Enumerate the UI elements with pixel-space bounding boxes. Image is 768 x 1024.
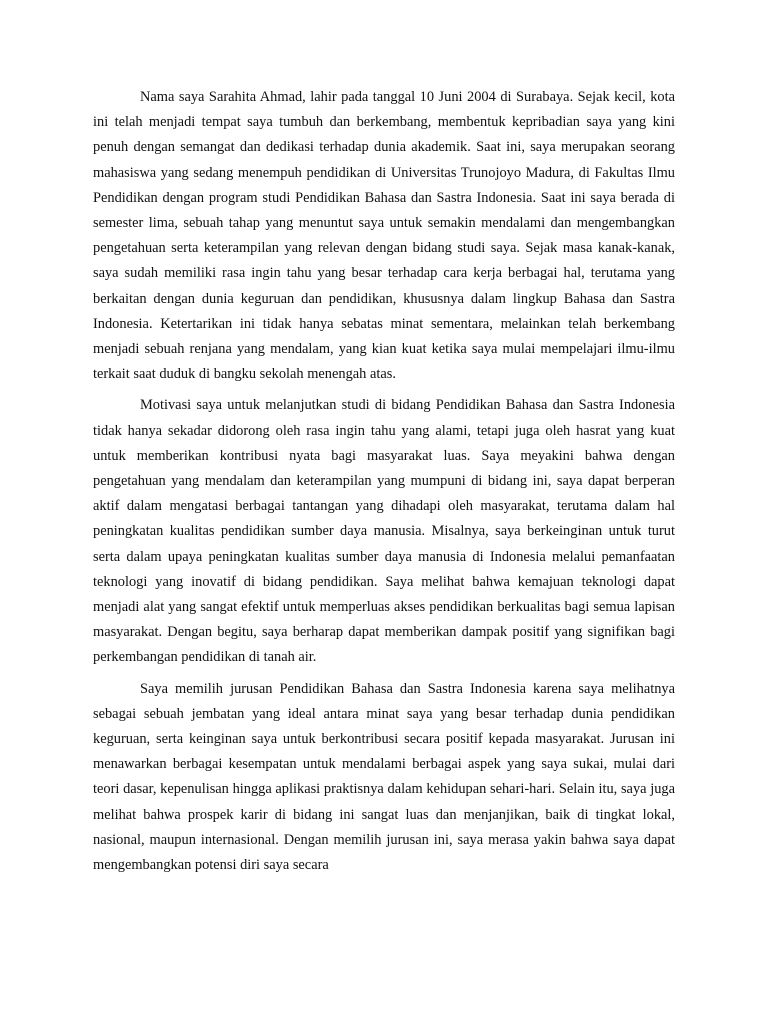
paragraph-major-choice: Saya memilih jurusan Pendidikan Bahasa dan Sastra Indonesia karena saya melihatnya sebagai sebuah jembatan yang ideal antara minat saya yang besar terhadap dunia pendidikan keguruan, serta keinginan saya untuk berkontribusi secara positif kepada masyarakat. Jurusan ini menawarkan berbagai kesempatan untuk mendalami berbagai aspek yang saya sukai, mulai dari teori dasar, kepenulisan hingga aplikasi praktisnya dalam kehidupan sehari-hari. Selain itu, saya juga melihat bahwa prospek karir di bidang ini sangat luas dan menjanjikan, baik di tingkat lokal, nasional, maupun internasional. Dengan memilih jurusan ini, saya merasa yakin bahwa saya dapat mengembangkan potensi diri saya secara	[93, 680, 675, 874]
document-body	[93, 85, 675, 884]
paragraph-motivation: Motivasi saya untuk melanjutkan studi di bidang Pendidikan Bahasa dan Sastra Indonesia tidak hanya sekadar didorong oleh rasa ingin tahu yang alami, tetapi juga oleh hasrat yang kuat untuk memberikan kontribusi nyata bagi masyarakat luas. Saya meyakini bahwa dengan pengetahuan yang mendalam dan keterampilan yang mumpuni di bidang ini, saya dapat berperan aktif dalam mengatasi berbagai tantangan yang dihadapi oleh masyarakat, terutama dalam hal peningkatan kualitas pendidikan sumber daya manusia. Misalnya, saya berkeinginan untuk turut serta dalam upaya peningkatan kualitas sumber daya manusia di Indonesia melalui pemanfaatan teknologi yang inovatif di bidang pendidikan. Saya melihat bahwa kemajuan teknologi dapat menjadi alat yang sangat efektif untuk memperluas akses pendidikan berkualitas bagi semua lapisan masyarakat. Dengan begitu, saya berharap dapat memberikan dampak positif yang signifikan bagi perkembangan pendidikan di tanah air.	[93, 397, 675, 666]
paragraph-intro: Nama saya Sarahita Ahmad, lahir pada tanggal 10 Juni 2004 di Surabaya. Sejak kecil, kota ini telah menjadi tempat saya tumbuh dan berkembang, membentuk kepribadian saya yang kini penuh dengan semangat dan dedikasi terhadap dunia akademik. Saat ini, saya merupakan seorang mahasiswa yang sedang menempuh pendidikan di Universitas Trunojoyo Madura, di Fakultas Ilmu Pendidikan dengan program studi Pendidikan Bahasa dan Sastra Indonesia. Saat ini saya berada di semester lima, sebuah tahap yang menuntut saya untuk semakin mendalami dan mengembangkan pengetahuan serta keterampilan yang relevan dengan bidang studi saya. Sejak masa kanak-kanak, saya sudah memiliki rasa ingin tahu yang besar terhadap cara kerja berbagai hal, terutama yang berkaitan dengan dunia keguruan dan pendidikan, khususnya dalam lingkup Bahasa dan Sastra Indonesia. Ketertarikan ini tidak hanya sebatas minat sementara, melainkan telah berkembang menjadi sebuah renjana yang mendalam, yang kian kuat ketika saya mulai mempelajari ilmu-ilmu terkait saat duduk di bangku sekolah menengah atas.	[93, 89, 675, 383]
